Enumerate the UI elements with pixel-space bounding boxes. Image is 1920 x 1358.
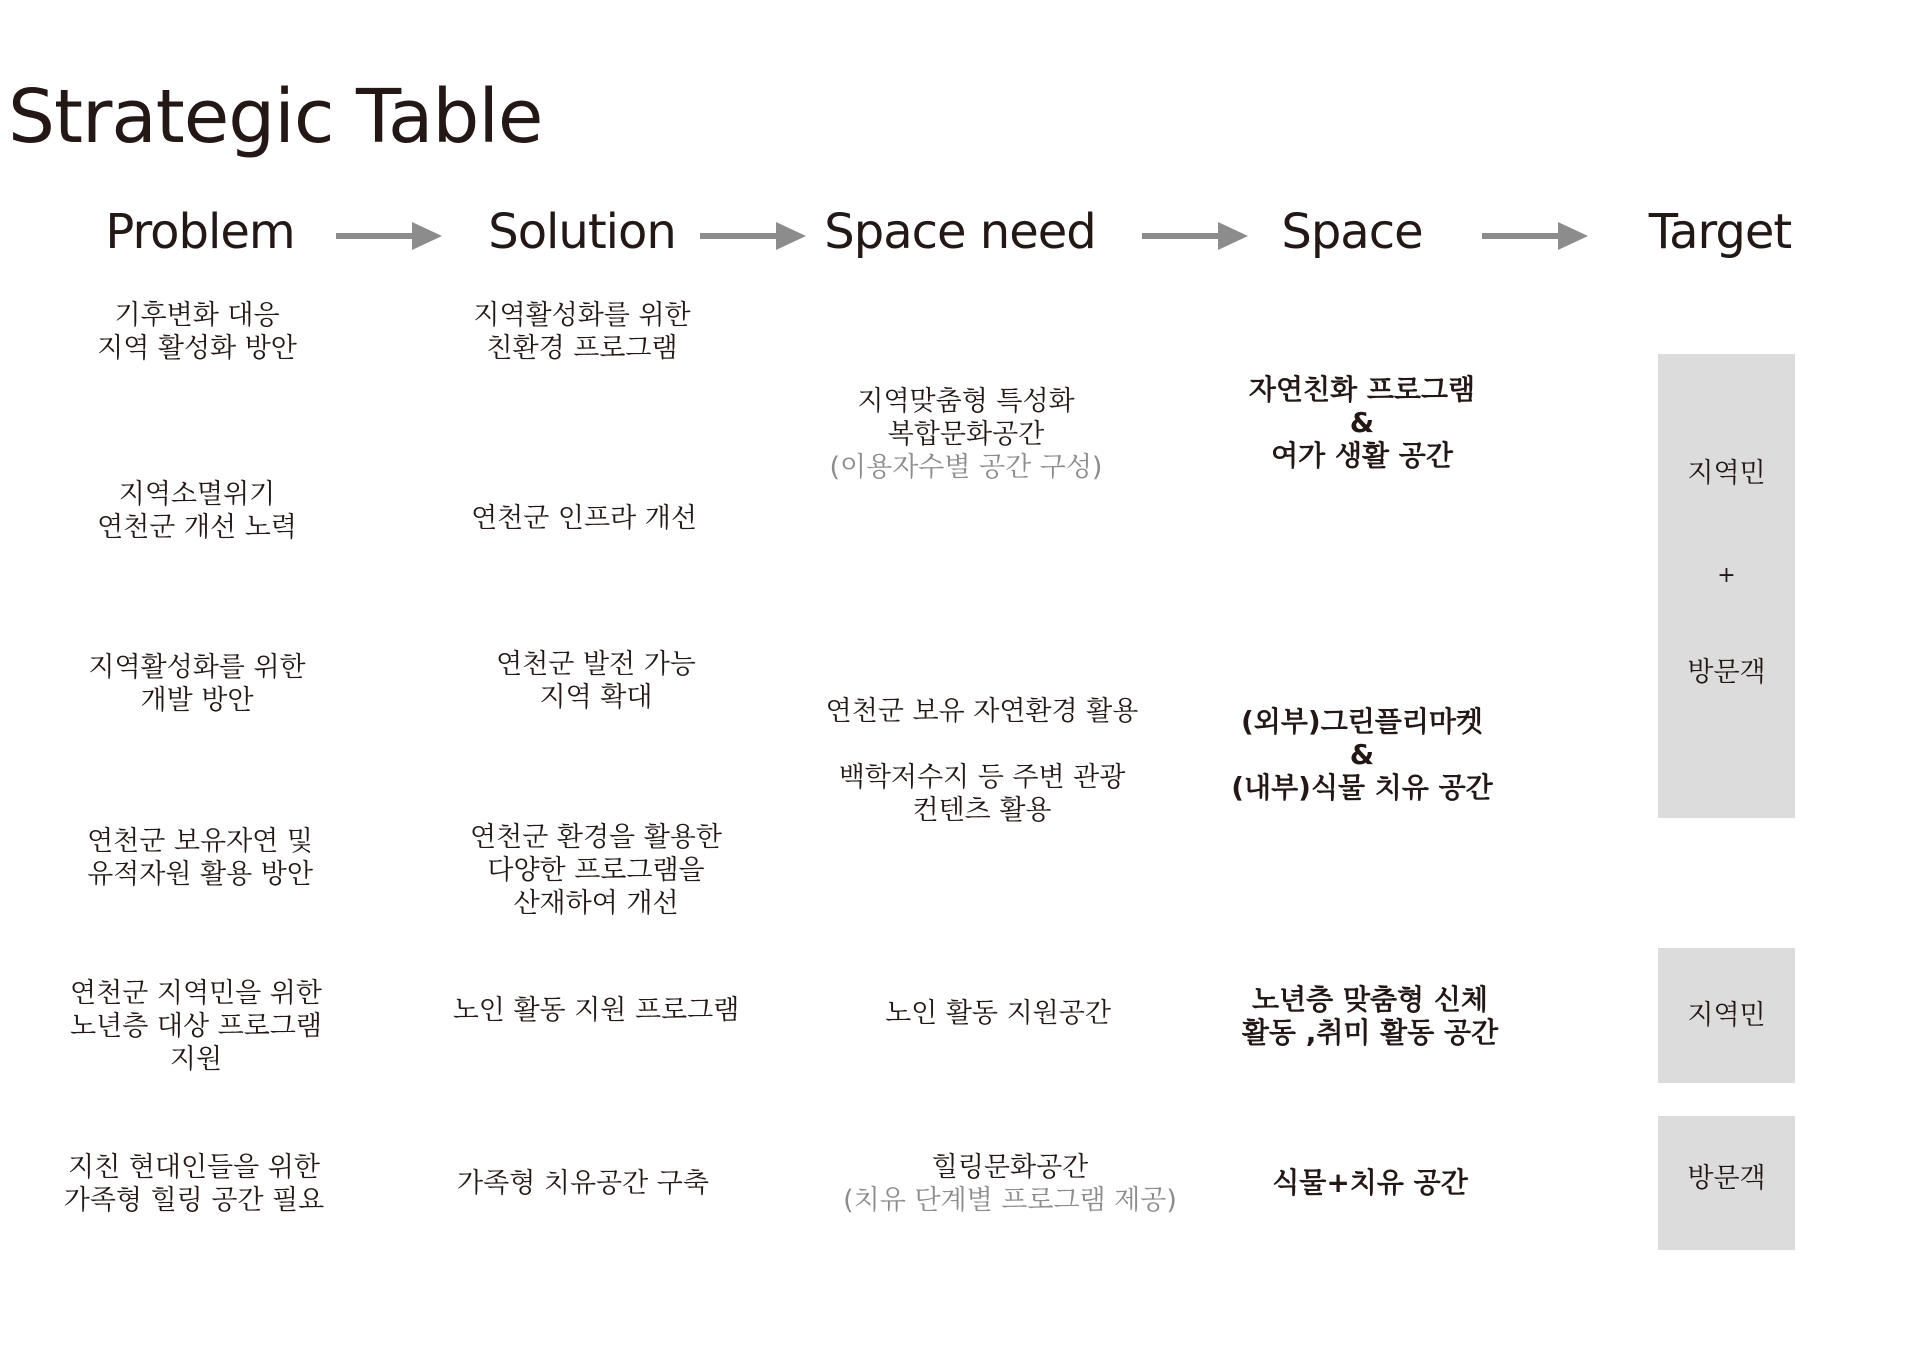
arrow-right-icon bbox=[700, 220, 806, 252]
page-title: Strategic Table bbox=[8, 74, 543, 160]
arrow-right-icon bbox=[1482, 220, 1588, 252]
space-need-cell: 지역맞춤형 특성화 복합문화공간 (이용자수별 공간 구성) bbox=[829, 386, 1103, 483]
solution-cell: 연천군 환경을 활용한 다양한 프로그램을 산재하여 개선 bbox=[470, 822, 722, 919]
solution-cell: 노인 활동 지원 프로그램 bbox=[452, 995, 740, 1026]
header-space: Space bbox=[1281, 204, 1423, 260]
arrow-right-icon bbox=[1142, 220, 1248, 252]
problem-cell: 지친 현대인들을 위한 가족형 힐링 공간 필요 bbox=[63, 1152, 325, 1216]
header-solution: Solution bbox=[488, 204, 676, 260]
header-target: Target bbox=[1648, 204, 1792, 260]
header-space-need: Space need bbox=[824, 204, 1096, 260]
problem-cell: 연천군 보유자연 및 유적자원 활용 방안 bbox=[87, 826, 313, 890]
space-need-cell: 힐링문화공간 (치유 단계별 프로그램 제공) bbox=[843, 1152, 1177, 1216]
space-need-cell: 연천군 보유 자연환경 활용 백학저수지 등 주변 관광 컨텐츠 활용 bbox=[825, 696, 1139, 826]
problem-cell: 지역활성화를 위한 개발 방안 bbox=[88, 652, 306, 716]
space-need-cell: 노인 활동 지원공간 bbox=[885, 998, 1111, 1029]
problem-cell: 지역소멸위기 연천군 개선 노력 bbox=[97, 479, 297, 543]
space-cell: 식물+치유 공간 bbox=[1272, 1166, 1468, 1199]
target-box: 지역민 + 방문객 bbox=[1658, 354, 1795, 818]
target-box: 지역민 bbox=[1658, 948, 1795, 1083]
space-cell: 노년층 맞춤형 신체 활동 ,취미 활동 공간 bbox=[1241, 983, 1499, 1049]
target-box: 방문객 bbox=[1658, 1116, 1795, 1250]
solution-cell: 가족형 치유공간 구축 bbox=[457, 1168, 709, 1199]
header-problem: Problem bbox=[105, 204, 295, 260]
solution-cell: 지역활성화를 위한 친환경 프로그램 bbox=[473, 300, 691, 364]
arrow-right-icon bbox=[336, 220, 442, 252]
solution-cell: 연천군 인프라 개선 bbox=[471, 503, 697, 534]
problem-cell: 연천군 지역민을 위한 노년층 대상 프로그램 지원 bbox=[70, 978, 322, 1075]
space-cell: 자연친화 프로그램 & 여가 생활 공간 bbox=[1248, 373, 1476, 472]
problem-cell: 기후변화 대응 지역 활성화 방안 bbox=[97, 300, 297, 364]
space-cell: (외부)그린플리마켓 & (내부)식물 치유 공간 bbox=[1231, 705, 1493, 804]
solution-cell: 연천군 발전 가능 지역 확대 bbox=[496, 649, 696, 713]
